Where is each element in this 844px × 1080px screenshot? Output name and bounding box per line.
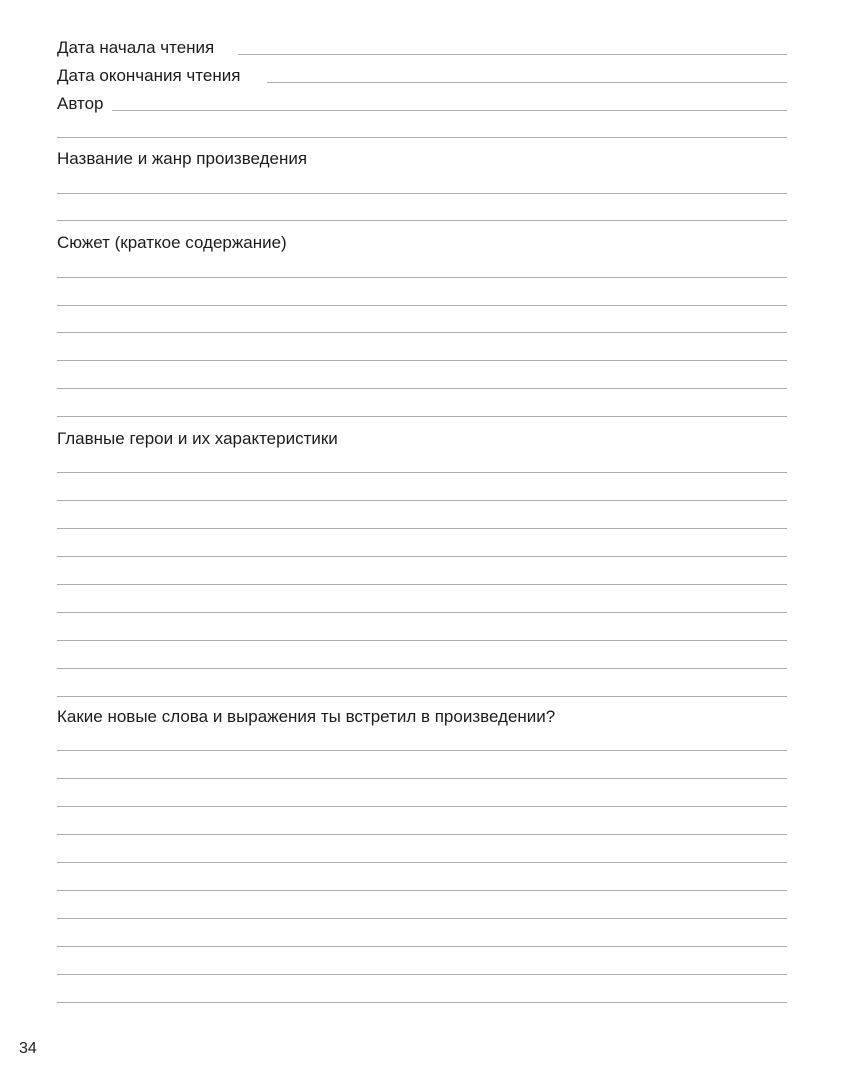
- writing-line[interactable]: [57, 416, 787, 417]
- fill-line-start-date[interactable]: [238, 54, 787, 55]
- writing-line[interactable]: [57, 305, 787, 306]
- writing-line[interactable]: [57, 388, 787, 389]
- writing-line[interactable]: [57, 890, 787, 891]
- writing-line[interactable]: [57, 360, 787, 361]
- writing-line[interactable]: [57, 696, 787, 697]
- writing-line[interactable]: [57, 500, 787, 501]
- section-heading-new-words: Какие новые слова и выражения ты встретил в произведении?: [57, 707, 556, 726]
- writing-line[interactable]: [57, 472, 787, 473]
- writing-line[interactable]: [57, 612, 787, 613]
- page-number: 34: [19, 1040, 37, 1057]
- writing-line[interactable]: [57, 946, 787, 947]
- fill-line-end-date[interactable]: [267, 82, 787, 83]
- writing-line[interactable]: [57, 750, 787, 751]
- writing-line[interactable]: [57, 778, 787, 779]
- writing-line[interactable]: [57, 528, 787, 529]
- field-label-start-date: Дата начала чтения: [57, 38, 215, 57]
- field-label-end-date: Дата окончания чтения: [57, 66, 241, 85]
- section-heading-title-genre: Название и жанр произведения: [57, 149, 308, 168]
- fill-line-author[interactable]: [112, 110, 787, 111]
- writing-line[interactable]: [57, 640, 787, 641]
- writing-line[interactable]: [57, 193, 787, 194]
- writing-line[interactable]: [57, 974, 787, 975]
- section-heading-characters: Главные герои и их характеристики: [57, 429, 338, 448]
- writing-line[interactable]: [57, 220, 787, 221]
- writing-line[interactable]: [57, 806, 787, 807]
- writing-line[interactable]: [57, 862, 787, 863]
- section-heading-plot: Сюжет (краткое содержание): [57, 233, 287, 252]
- field-label-author: Автор: [57, 94, 104, 113]
- fill-line-author-extra[interactable]: [57, 137, 787, 138]
- writing-line[interactable]: [57, 1002, 787, 1003]
- writing-line[interactable]: [57, 332, 787, 333]
- writing-line[interactable]: [57, 918, 787, 919]
- writing-line[interactable]: [57, 834, 787, 835]
- writing-line[interactable]: [57, 584, 787, 585]
- writing-line[interactable]: [57, 668, 787, 669]
- writing-line[interactable]: [57, 556, 787, 557]
- writing-line[interactable]: [57, 277, 787, 278]
